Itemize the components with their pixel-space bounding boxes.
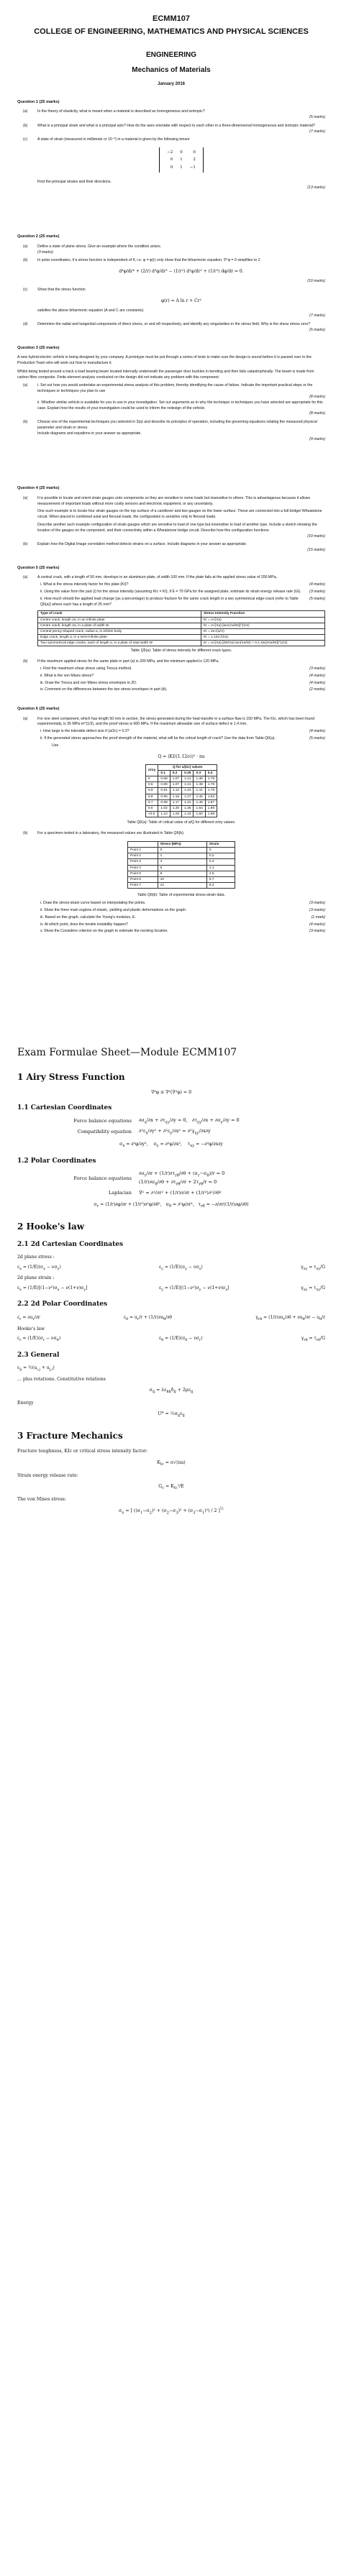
table-q6b-caption: Table Q6(b): Table of experimental stress-strain data. [137,893,225,898]
formula-sheet-title: Exam Formulae Sheet—Module ECMM107 [17,1047,237,1059]
q2-title: Question 2 (25 marks) [17,234,60,239]
section-cartesian: 1.1 Cartesian Coordinates [17,1104,112,1111]
q6-a: (a) For one steel component, which has length 50 mm in section, the stress generated during the heat transfer in a surface flaw is 150 MPa. The KIc, which has been found experimentally, is 35 MPa·m^(1/2), and the proof stress is 600 MPa. If the maximum allowable size of surface defect is 1.4 mm, i. How large is the tolerable defect size if (a/2c) = 0.3? (4 marks) ii. If the generated stress approaches the proof strength of the material, what will be the critical length of crack? Use the data from Table Q6(a). (5 marks) Use Q = (KI/(1.12σ))² · πa σ/σy Q for a/(2c) values 0.1 0.2 0.25 0.3 0.4 0 0.88 1.07 1.21 1.38 1.76 0.6 0.88 1.07 1.21 1.38 1.76 0.9 0.91 1.12 1.24 1.41 1.79 0.8 0.95 1.15 1.27 1.45 1.83 0.7 0.98 1.17 1.31 1.48 1.87 0.6 1.02 1.20 1.35 1.54 1.90 <0.6 1.10 1.29 1.43 1.60 1.98 Table Q6(a): Table of critical value of a/Q for different σ/σy values. [23,716,325,825]
hooke-polar-label: Hooke's law [17,1326,45,1331]
table-row: Edge crack, length a, in a semi-infinite plate KI = 1.12σ√(πa) [38,635,325,641]
q4-b: (b) Explain how the Digital Image correlation method detects strains on a surface. Include diagrams in your answer as appropriate. (15 marks) [23,542,325,553]
department: ENGINEERING [145,50,196,59]
fracture-toughness-eq: $K_{Ic} = \sigma√(\pi a)$ [157,1459,186,1467]
college-name: COLLEGE OF ENGINEERING, MATHEMATICS AND PHYSICAL SCIENCES [34,27,309,36]
table-row: 0 0.88 1.07 1.21 1.38 1.76 [145,776,217,782]
q3-b: (b) Choose one of the experimental techniques you selected in 3(a) and describe its principles of operation, including the governing equations relating the measured physical parameter and strain or stress. Include diagrams and equations in your answer as appropriate. (9 marks) [23,420,325,441]
q6-b: (b) For a specimen tested in a laboratory, the measured values are illustrated in Table Q6(b). Stress (MPa) Strain Point 1 0 0 Point 2 1 0.2 Point 3 4 0.4 Point 4 6 1.1 Point 5 8 2.5 Point 6 10 5.7 Point 7 12 8.2 Table Q6(b): Table of experimental stress-strain data. i. Draw the stress-strain curve based on interpolating the points. (3 marks) ii. Show the three main regions of elastic, yielding and plastic deformations on the graph. (3 marks) iii. Based on this graph, calculate the Young's modulus, E. (1 mark) iv. At which point, does the tensile instability happen? (4 marks) v. Show the Considère criterion on the graph to estimate the necking location. (3 marks) [23,831,325,934]
q4-a: (a) It is possible to locate and orient strain gauges onto components so they are sensitive to some loads but insensitive to others. This is advantageous because it allows measurement of important loads without more costly sensors and electronic equipment, or any uncertainty. One such example is to locate four strain gauges on the top surface of a cantilever and two gauges on the lower surface. These are connected into a full bridge/ Wheatstone circuit. When placed in combined axial and flexural loads, the configuration is sensitive only to flexural loads. Describe another such example configuration of strain gauges which are sensitive to load of one type but insensitive to load of another type. Include a sketch showing the location of the gauges on the component, and their connectivity within a Wheatstone bridge circuit. Describe how this configuration functions. (10 marks) [23,495,325,538]
table-row: 0.6 0.88 1.07 1.21 1.38 1.76 [145,782,217,788]
q2-b: (b) In polar coordinates, if a stress function is independent of θ, i.e. φ = φ(r) only show that the biharmonic equation, ∇⁴φ = 0 simplifies to 2 d⁴φ/dr⁴ + (2/r) d³φ/dr³ − (1/r²) d²φ/dr² + (1/r³) dφ/dr = 0. (10 marks) [23,258,325,284]
polar-strain-eqs: $\varepsilon_r = \partial u_r/\partial r$ $\varepsilon_\theta = u_r/r + (1/r)\partial u_\theta/\partial\theta$ $\gamma_{r\theta} = (1/r)\partial u_r/\partial\theta + \partial u_\theta/\partial r - u_\theta/r$ [17,1314,325,1322]
section-airy: 1 Airy Stress Function [17,1072,125,1083]
constitutive-label: ... plus rotations. Constitutive relations [17,1376,106,1382]
table-row: <0.6 1.10 1.29 1.43 1.60 1.98 [145,812,217,817]
q5-b: (b) If the maximum applied stress for the same plate in part (a) is 200 MPa, and the minimum applied is 120 MPa, i. Find the maximum shear stress using Tresca method. (3 marks) ii. What is the von Mises stress? (4 marks) iii. Draw the Tresca and von Mises stress envelopes in 2D. (4 marks) iv. Comment on the differences between the two stress envelopes in part (iii). (2 marks) [23,659,325,692]
q5-a: (a) A central crack, with a length of 50 mm, develops in an aluminium plate, of width 100 mm. If the plate fails at the applied stress value of 200 MPa, i. What is the stress intensity factor for this plate (KI)? (4 marks) ii. Using the value from the part (i) for the stress intensity (assuming KIc = KI), if E = 70 GPa for the assigned plate, estimate its strain energy release rate (GI). (3 marks) ii. How much should the applied load change (as a percentage) to produce fracture for the same crack length in a two symmetrical edge-crack (refer to Table Q5(a)) where each has a length of 25 mm? (5 marks) Type of crack Stress Intensity Function Centre crack, length 2a, in an infinite plate KI = σ√(πa) Centre crack, length 2a, in a plate of width W KI = σ√(πa)·[sec(πa/W)]^(1/2) Central penny-shaped crack, radius a, in infinite body KI = 2σ√(a/π) Edge crack, length a, in a semi-infinite plate KI = 1.12σ√(πa) Two symmetrical edge cracks, each of length a, in a plate of total width W KI = σ√(πa)·[(W/πa) tan(πa/W) + 0.1 sin(2πa/W)]^(1/2) Table Q5(a): Table of stress intensity for different crack types. [23,575,325,654]
q1-c: (c) A state of strain (measured in millistrain or 10⁻³) in a material is given by the following tensor −2 0 0 0 1 2 0 1 −1 Find the principal strains and their directions. (13 marks) [23,137,325,190]
section-2d-cartesian: 2.1 2d Cartesian Coordinates [17,1240,124,1248]
table-row: Point 1 0 0 [128,848,235,853]
table-row: Centre crack, length 2a, in a plate of width W KI = σ√(πa)·[sec(πa/W)]^(1/2) [38,623,325,628]
exam-page [0,0,341,1025]
section-2d-polar: 2.2 2d Polar Coordinates [17,1301,108,1308]
q4-title: Question 4 (25 marks) [17,486,60,491]
polar-stress-from-phi: $\sigma_r = (1/r)\partial\varphi/\partial r + (1/r^2)\partial^2\varphi/\partial\theta^2$, $\sigma_\theta = \partial^2\varphi/\partial r^2$, $\tau_{r\theta} = -\partial/\partial r((1/r)\partial\varphi/\partial\theta)$ [94,1201,249,1209]
von-mises-eq: $\sigma_e$ = [ $((\sigma_1-\sigma_2)^2 + (\sigma_2-\sigma_3)^2 + (\sigma_3-\sigma_1)^2) / 2$ ]$^{\frac{1}{2}}$ [119,1507,224,1516]
q2-c: (c) Show that the stress function φ(r) = A ln r + Cr² satisfies the above biharmonic equation (A and C are constants). (7 marks) [23,287,325,318]
table-row: 0.6 1.02 1.20 1.35 1.54 1.90 [145,805,217,811]
fracture-toughness-label: Fracture toughness, KIc or critical stress intensity factor: [17,1449,148,1454]
plane-strain-label: 2d plane strain : [17,1275,55,1281]
energy-label: Energy [17,1401,34,1406]
strain-energy-eq: $G_c = K_{Ic}^2/E$ [158,1483,184,1491]
plane-strain-eqs: $\varepsilon_x = (1/E)[(1-\nu^2)\sigma_x - \nu(1+\nu)\sigma_y]$ $\varepsilon_y = (1/E)[(1-\nu^2)\sigma_y - \nu(1+\nu)\sigma_x]$ $\gamma_{xy} = \tau_{xy}/G$ [17,1285,325,1292]
subject-title: Mechanics of Materials [132,65,211,74]
section-hooke: 2 Hooke's law [17,1221,85,1232]
formula-sheet [0,1025,341,1528]
table-row: Point 7 12 8.2 [128,883,235,889]
table-q6a-caption: Table Q6(a): Table of critical value of a/Q for different σ/σy values. [127,820,236,825]
table-row: Central penny-shaped crack, radius a, in infinite body KI = 2σ√(a/π) [38,628,325,634]
stress-function-equation: φ(r) = A ln r + Cr² [160,298,202,303]
plane-stress-label: 2d plane stress : [17,1255,55,1260]
table-row: Two symmetrical edge cracks, each of length a, in a plate of total width W KI = σ√(πa)·[(W/πa) tan(πa/W) + 0.1 sin(2πa/W)]^(1/2) [38,641,325,646]
section-polar: 1.2 Polar Coordinates [17,1157,96,1165]
q3-a: (a) i. Set out how you would undertake an experimental stress analysis of this problem, thereby identifying the cause of failure. Indicate the important practical steps or the techniques or techniques you plan to use (8 marks) ii. Whether similar vehicle is available for you to use in your investigation. Set out arguments as to why the technique or techniques you have selected are appropriate for this case. Explain how the results of your investigation could be used to inform the redesign of the vehicle. (8 marks) [23,383,325,416]
table-row: 0.8 0.95 1.15 1.27 1.45 1.83 [145,794,217,799]
energy-eq: $U* = \frac{1}{2}\sigma_{ij}\varepsilon_{ij}$ [158,1411,185,1418]
q2-a: (a) Define a state of plane stress. Give an example where the condition arises. (3 marks) [23,244,162,255]
constitutive-eq: $\sigma_{ij} = \lambda\varepsilon_{kk}\delta_{ij} + 2\mu\varepsilon_{ij}$ [149,1388,194,1395]
cartesian-stress-from-phi: $\sigma_x = \partial^2\varphi/\partial y^2$, $\sigma_y = \partial^2\varphi/\partial x^2$, $\tau_{xy} = -\partial^2\varphi/\partial x\partial y$ [119,1141,223,1149]
q-values-table: σ/σy Q for a/(2c) values 0.1 0.2 0.25 0.3 0.4 0 0.88 1.07 1.21 1.38 1.76 0.6 0.88 1.07 1.21 1.38 1.76 0.9 0.91 1.12 1.24 1.41 1.79 0.8 0.95 1.15 1.27 1.45 1.83 0.7 0.98 1.17 1.31 1.48 1.87 0.6 1.02 1.20 1.35 1.54 1.90 <0.6 1.10 1.29 1.43 1.60 1.98 [145,764,217,818]
q1-a: (a) In the theory of elasticity, what is meant when a material is described as homogeneous and isotropic? (5 marks) [23,109,325,119]
course-code: ECMM107 [153,14,190,23]
q1-b: (b) What is a principal strain and what is a principal axis? How do the axes orientate with respect to each other in a three-dimensional homogeneous and isotropic material? (7 marks) [23,123,325,134]
table-row: Centre crack, length 2a, in an infinite plate KI = σ√(πa) [38,617,325,623]
stress-intensity-table: Type of crack Stress Intensity Function Centre crack, length 2a, in an infinite plate KI = σ√(πa) Centre crack, length 2a, in a plate of width W KI = σ√(πa)·[sec(πa/W)]^(1/2) Central penny-shaped crack, radius a, in infinite body KI = 2σ√(a/π) Edge crack, length a, in a semi-infinite plate KI = 1.12σ√(πa) Two symmetrical edge cracks, each of length a, in a plate of total width W KI = σ√(πa)·[(W/πa) tan(πa/W) + 0.1 sin(2πa/W)]^(1/2) [37,610,325,646]
q1-title: Question 1 (25 marks) [17,99,60,104]
table-row: Point 3 4 0.4 [128,859,235,865]
exam-date: January 2016 [157,81,186,86]
force-balance-row: Force balance equations $\partial\sigma_x/\partial x + \partial\tau_{xy}/\partial y = 0$, $\partial\tau_{xy}/\partial x + \partial\sigma_y/\partial y = 0$ [73,1117,240,1125]
general-strain-eqs: $\varepsilon_{ij}$ = $\frac{1}{2}(u_{i,j} + u_{j,i})$ [17,1365,55,1372]
q3-intro: A new hybrid-electric vehicle is being designed by your company. A prototype must be put through a series of tests to make sure the design is sound before it is passed over to the Production Team who will work out how to manufacture it. [17,355,312,366]
table-row: Point 4 6 1.1 [128,865,235,871]
q6-title: Question 6 (25 marks) [17,707,60,712]
table-q5a-caption: Table Q5(a): Table of stress intensity for different crack types. [130,648,232,654]
table-row: Point 5 8 2.5 [128,871,235,876]
stress-strain-table: Stress (MPa) Strain Point 1 0 0 Point 2 1 0.2 Point 3 4 0.4 Point 4 6 1.1 Point 5 8 2.5 Point 6 10 5.7 Point 7 12 8.2 [127,841,235,889]
compatibility-row: Compatibility equation $\partial^2\varepsilon_x/\partial y^2 + \partial^2\varepsilon_y/\partial x^2 = \partial^2\gamma_{xy}/\partial x\partial y$ [77,1128,211,1136]
q-equation: Q = (KI/(1.12σ))² · πa [158,753,205,759]
matrix-row: 0 1 −1 [170,165,196,170]
table-row: Point 6 10 5.7 [128,877,235,883]
polar-hooke-eqs: $\varepsilon_r = (1/E)(\sigma_r - \nu\sigma_\theta)$ $\varepsilon_\theta = (1/E)(\sigma_\theta - \nu\sigma_r)$ $\gamma_{r\theta} = \tau_{r\theta}/G$ [17,1335,325,1343]
table-row: 0.9 0.91 1.12 1.24 1.41 1.79 [145,788,217,794]
matrix-row: 0 1 2 [170,157,196,162]
von-mises-label: The von Mises stress: [17,1496,66,1502]
plane-stress-eqs: $\varepsilon_x = (1/E)(\sigma_x - \nu\sigma_y)$ $\varepsilon_y = (1/E)(\sigma_y - \nu\sigma_x)$ $\gamma_{xy} = \tau_{xy}/G$ [17,1264,325,1271]
q2-d: (d) Determine the radial and tangential components of direct stress, σr and σθ respectively, and identify any singularities in the stress field. Why is the shear stress zero? (5 marks) [23,322,325,333]
section-general: 2.3 General [17,1351,60,1359]
matrix-row: −2 0 0 [167,150,196,155]
section-fracture: 3 Fracture Mechanics [17,1431,123,1441]
strain-tensor [159,147,204,173]
biharmonic-equation: d⁴φ/dr⁴ + (2/r) d³φ/dr³ − (1/r²) d²φ/dr² + (1/r³) dφ/dr = 0. [119,269,244,275]
airy-equation: ∇⁴φ ≡ ∇²(∇²φ) = 0 [150,1090,192,1096]
table-row: Point 2 1 0.2 [128,853,235,859]
polar-force-balance: Force balance equations $\partial\sigma_r/\partial r + (1/r)\partial\tau_{r\theta}/\partial\theta + (\sigma_r-\sigma_\theta)/r = 0$ $(1/r)\partial\sigma_\theta/\partial\theta + \partial\tau_{r\theta}/\partial r + 2\tau_{r\theta}/r = 0$ [73,1170,225,1187]
q5-title: Question 5 (25 marks) [17,565,60,570]
laplacian-row: Laplacian ∇² = ∂²/∂r² + (1/r)∂/∂r + (1/r²)∂²/∂θ² [108,1190,222,1196]
table-row: 0.7 0.98 1.17 1.31 1.48 1.87 [145,799,217,805]
q3-intro2: Whilst being tested around a track a load bearing beam located internally underneath the passenger door buckles in bending and then fails catastrophically. The beam is made from carbon fibre composite. Finite element analysis conducted on the design did not indicate any problem with this component. [17,369,314,380]
strain-energy-label: Strain energy release rate: [17,1472,78,1478]
q3-title: Question 3 (25 marks) [17,345,60,350]
